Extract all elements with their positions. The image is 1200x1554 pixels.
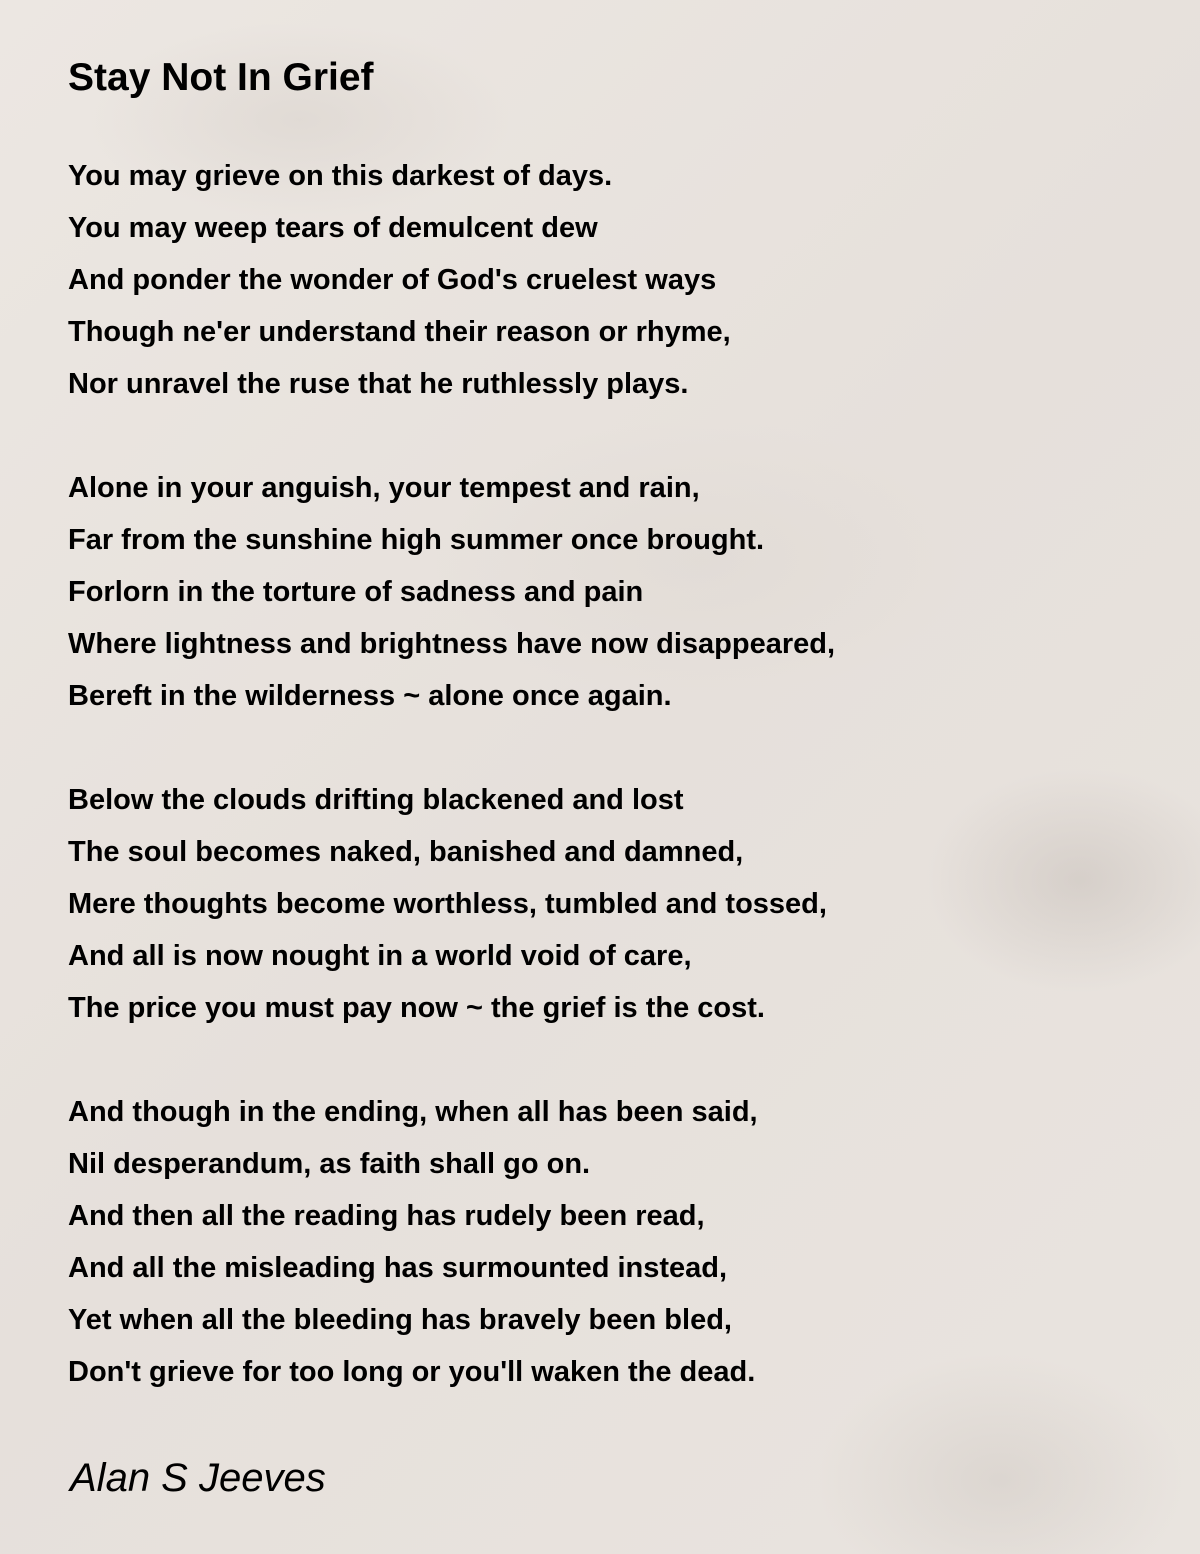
poem-line: Below the clouds drifting blackened and lost bbox=[68, 784, 684, 816]
poem-line: The price you must pay now ~ the grief is the cost. bbox=[68, 992, 765, 1024]
stanza-1 bbox=[68, 150, 1148, 410]
stanza-4 bbox=[68, 1086, 1148, 1398]
poem-line: And all is now nought in a world void of care, bbox=[68, 940, 692, 972]
poem-line: Nor unravel the ruse that he ruthlessly plays. bbox=[68, 368, 689, 400]
poem-line: And though in the ending, when all has been said, bbox=[68, 1096, 758, 1128]
poem-line: Nil desperandum, as faith shall go on. bbox=[68, 1148, 591, 1180]
poem-body bbox=[68, 150, 1148, 1398]
poem-line: Bereft in the wilderness ~ alone once again. bbox=[68, 680, 672, 712]
poem-line: Where lightness and brightness have now disappeared, bbox=[68, 628, 836, 660]
poem-line: Alone in your anguish, your tempest and rain, bbox=[68, 472, 700, 504]
poem-author: Alan S Jeeves bbox=[70, 1456, 326, 1500]
poem-line: Don't grieve for too long or you'll waken the dead. bbox=[68, 1356, 756, 1388]
poem-line: And ponder the wonder of God's cruelest ways bbox=[68, 264, 717, 296]
poem-line: Forlorn in the torture of sadness and pain bbox=[68, 576, 644, 608]
poem-page bbox=[68, 52, 1148, 1398]
poem-line: Though ne'er understand their reason or rhyme, bbox=[68, 316, 731, 348]
poem-line: The soul becomes naked, banished and damned, bbox=[68, 836, 744, 868]
stanza-3 bbox=[68, 774, 1148, 1034]
poem-line: Mere thoughts become worthless, tumbled and tossed, bbox=[68, 888, 827, 920]
poem-line: And then all the reading has rudely been read, bbox=[68, 1200, 705, 1232]
poem-line: Far from the sunshine high summer once brought. bbox=[68, 524, 765, 556]
poem-line: Yet when all the bleeding has bravely been bled, bbox=[68, 1304, 732, 1336]
poem-line: You may grieve on this darkest of days. bbox=[68, 160, 613, 192]
poem-line: You may weep tears of demulcent dew bbox=[68, 212, 598, 244]
stanza-2 bbox=[68, 462, 1148, 722]
poem-line: And all the misleading has surmounted instead, bbox=[68, 1252, 728, 1284]
poem-title: Stay Not In Grief bbox=[68, 56, 374, 99]
